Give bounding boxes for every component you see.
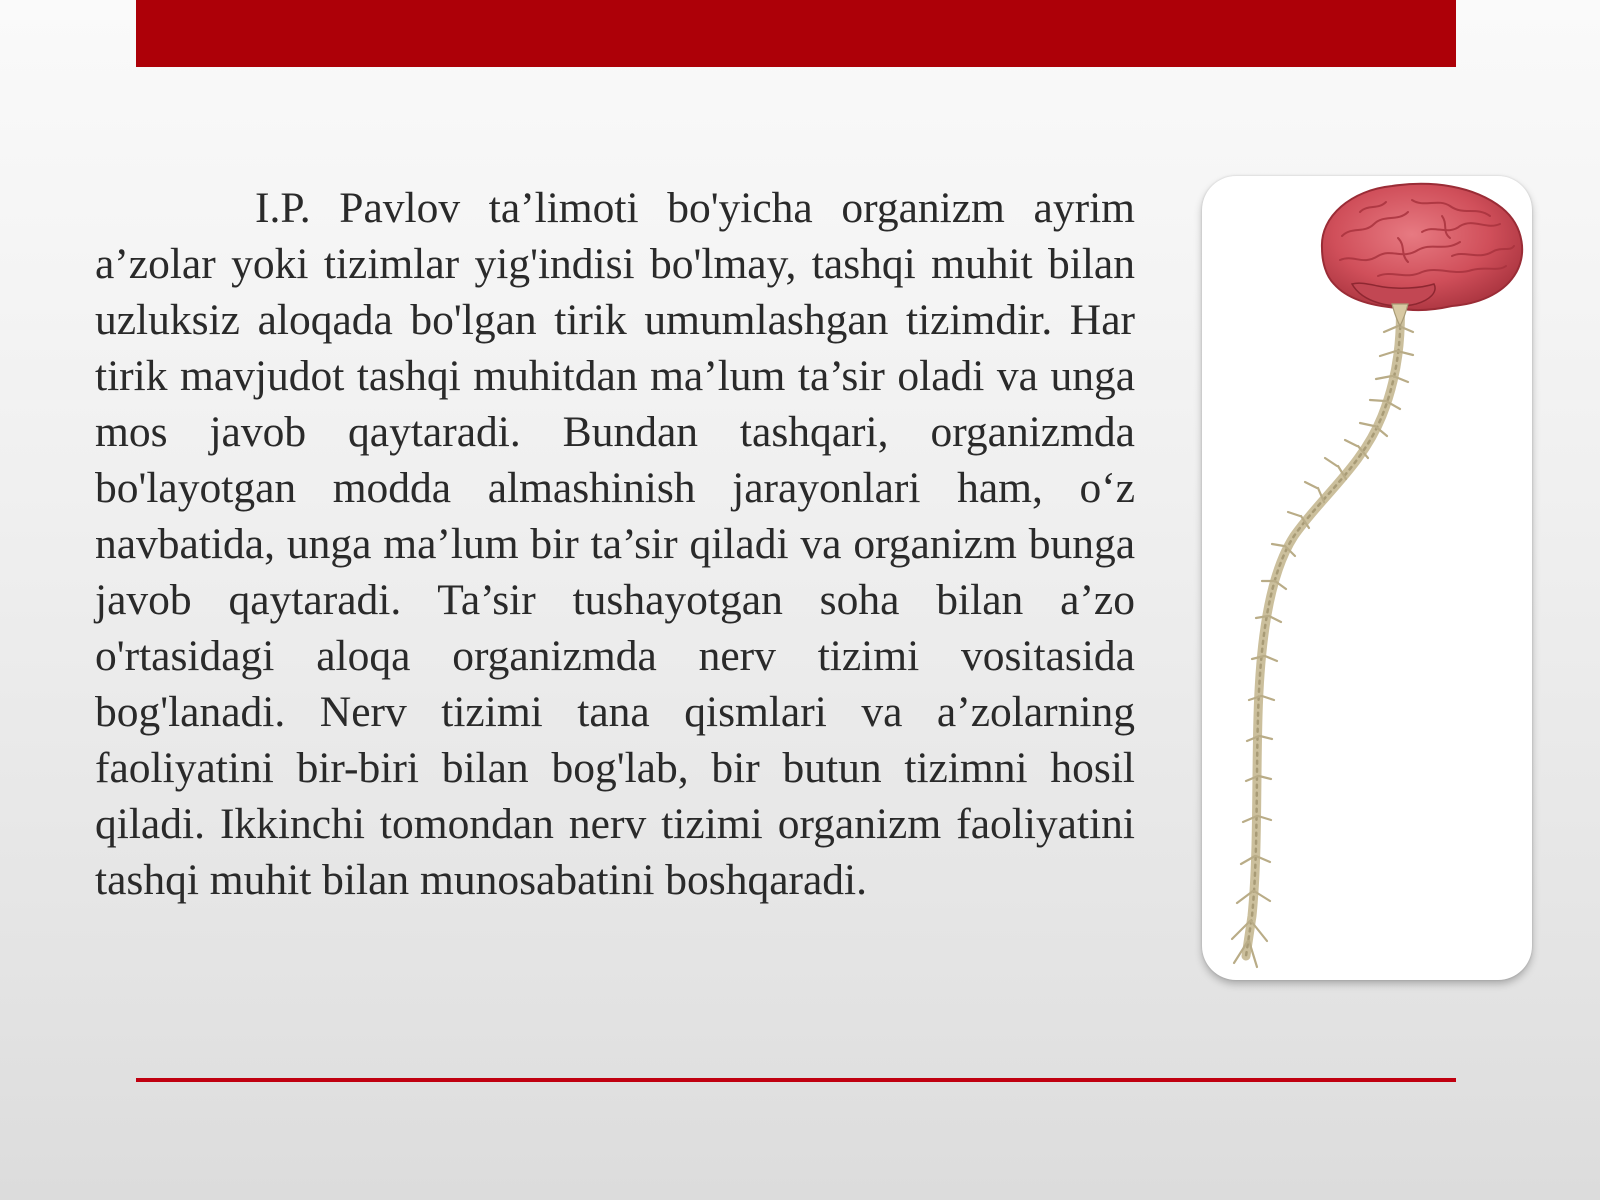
brain-spinal-cord-icon xyxy=(1202,176,1532,980)
nervous-system-figure xyxy=(1202,176,1532,980)
body-paragraph: I.P. Pavlov ta’limoti bo'yicha organizm ayrim a’zolar yoki tizimlar yig'indisi bo'lmay, tashqi muhit bilan uzluksiz aloqada bo'lgan tirik umumlashgan tizimdir. Har tirik mavjudot tashqi muhitdan ma’lum ta’sir oladi va unga mos javob qaytaradi. Bundan tashqari, organizmda bo'layotgan modda almashinish jarayonlari ham, o‘z navbatida, unga ma’lum bir ta’sir qiladi va organizm bunga javob qaytaradi. Ta’sir tushayotgan soha bilan a’zo o'rtasidagi aloqa organizmda nerv tizimi vositasida bog'lanadi. Nerv tizimi tana qismlari va a’zolarning faoliyatini bir-biri bilan bog'lab, bir butun tizimni hosil qiladi. Ikkinchi tomondan nerv tizimi organizm faoliyatini tashqi muhit bilan munosabatini boshqaradi. xyxy=(95,184,1135,904)
header-accent-bar xyxy=(136,0,1456,67)
spinal-cord xyxy=(1246,294,1400,956)
brain xyxy=(1322,184,1522,326)
footer-accent-line xyxy=(136,1078,1456,1082)
